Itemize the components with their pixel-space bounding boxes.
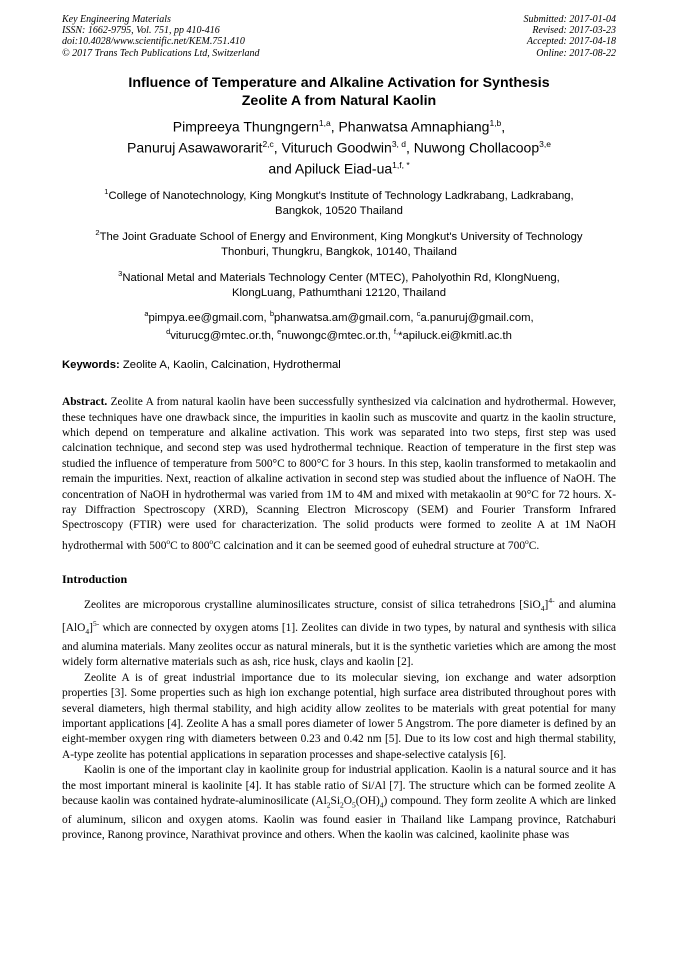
abstract-label: Abstract. <box>62 396 108 409</box>
affiliation-text: College of Nanotechnology, King Mongkut's Institute of Technology Ladkrabang, Ladkrabang, <box>108 190 574 203</box>
accepted-date: Accepted: 2017-04-18 <box>526 36 616 48</box>
author-sup: 2,c <box>262 138 274 149</box>
affiliation-text: National Metal and Materials Technology Center (MTEC), Paholyothin Rd, KlongNueng, <box>122 271 560 284</box>
email-link[interactable]: phanwatsa.am@gmail.com, <box>274 311 414 324</box>
abstract-text: C calcination and it can be seemed good of euhedral structure at 700 <box>213 539 526 552</box>
intro-paragraph-1 <box>62 593 616 671</box>
affiliation-text: The Joint Graduate School of Energy and Environment, King Mongkut's University of Technology <box>99 230 583 243</box>
subscript: 5 <box>352 800 356 810</box>
online-date: Online: 2017-08-22 <box>536 47 616 59</box>
affiliation-marker: 2 <box>95 228 100 238</box>
affiliation-2 <box>62 225 616 260</box>
email-link[interactable]: viturucg@mtec.or.th, <box>170 329 275 342</box>
author-name: Apiluck Eiad-ua <box>294 160 393 177</box>
paper-page <box>62 14 616 844</box>
running-header <box>62 14 616 59</box>
affiliation-1 <box>62 184 616 219</box>
email-marker: a <box>144 308 149 318</box>
revised-date: Revised: 2017-03-23 <box>532 25 616 37</box>
intro-paragraph-3 <box>62 763 616 843</box>
email-link[interactable]: pimpya.ee@gmail.com, <box>148 311 267 324</box>
copyright: © 2017 Trans Tech Publications Ltd, Switzerland <box>62 47 260 59</box>
email-link[interactable]: nuwongc@mtec.or.th, <box>281 329 391 342</box>
subscript: 4 <box>85 627 90 637</box>
affiliation-marker: 1 <box>104 187 109 197</box>
abstract <box>62 395 616 554</box>
keywords-text: Zeolite A, Kaolin, Calcination, Hydrothermal <box>122 359 341 372</box>
affiliation-text: Thonburi, Thungkru, Bangkok, 10140, Thailand <box>221 245 457 258</box>
subscript: 2 <box>340 800 344 810</box>
header-left <box>62 14 260 59</box>
superscript: 4- <box>548 595 555 605</box>
abstract-text: C. <box>528 539 540 552</box>
paragraph-text: Si <box>330 795 341 807</box>
author-sup: 1,b <box>489 117 502 128</box>
header-right <box>524 14 617 59</box>
author-name: Phanwatsa Amnaphiang <box>338 118 490 135</box>
abstract-text: C to 800 <box>170 539 210 552</box>
affiliation-text: KlongLuang, Pathumthani 12120, Thailand <box>232 286 446 299</box>
affiliation-3 <box>62 266 616 301</box>
paragraph-text: ] <box>89 622 93 635</box>
keywords <box>62 358 616 373</box>
email-link[interactable]: *apiluck.ei@kmitl.ac.th <box>398 329 512 342</box>
author-name: Pimpreeya Thungngern <box>172 118 319 135</box>
email-marker: d <box>166 326 171 336</box>
author-sup: 1,f, * <box>392 160 410 171</box>
email-marker: b <box>269 308 275 318</box>
paragraph-text: Zeolites are microporous crystalline aluminosilicates structure, consist of silica tetrahedrons [SiO <box>84 598 541 611</box>
keywords-label: Keywords: <box>62 359 120 372</box>
paragraph-text: and alumina [AlO <box>62 598 616 635</box>
email-marker: f, <box>393 326 399 336</box>
intro-paragraph-2: Zeolite A is of great industrial importance due to its molecular sieving, ion exchange and water adsorption properties [3]. Some properties such as high ion exchange potential, high surface area distributed throughout pores with several diameters, high thermal stability, and high acidity allow zeolites to be materials with great potential for many important applications [4]. Zeolite A has a small pores diameter of lower 5 Angstrom. The pore diameter is defined by an eight-member oxygen ring with diameters between 0.23 and 0.42 nm [5]. Due to its low cost and high thermal stability, A-type zeolite has potential applications in separation processes and shape-selective catalysis [6]. <box>62 671 616 761</box>
author-name: Panuruj Asawaworarit <box>127 139 263 156</box>
subscript: 2 <box>326 800 331 810</box>
title-line-2: Zeolite A from Natural Kaolin <box>241 92 437 109</box>
paragraph-text: (OH) <box>355 795 380 807</box>
author-name: Nuwong Chollacoop <box>413 139 540 156</box>
paragraph-text: which are connected by oxygen atoms [1]. Zeolites can divide in two types, by natural and synthesis with silica and alumina materials. Many zeolites occur as natural minerals, but it is the synthetic varieties which are among the most widely form alternative materials such as ash, rice husk, clays and kaolin [2]. <box>62 622 616 669</box>
subscript: 4 <box>379 800 384 810</box>
degree-mark: o <box>525 536 529 546</box>
doi: doi:10.4028/www.scientific.net/KEM.751.410 <box>62 36 245 48</box>
author-conjunction: and <box>268 160 292 177</box>
paragraph-text: ] <box>544 598 549 611</box>
degree-mark: o <box>209 536 214 546</box>
paper-title <box>62 74 616 110</box>
author-emails <box>62 307 616 344</box>
authors-line-2: Panuruj Asawaworarit$^{2,c}$, Vituruch Goodwin$^{3, d}$, Nuwong Chollacoop$^{3,e}$ <box>127 138 551 156</box>
subscript: 4 <box>540 604 545 614</box>
degree-mark: o <box>166 536 171 546</box>
email-marker: c <box>416 308 421 318</box>
affiliation-marker: 3 <box>118 268 123 278</box>
paragraph-text: O <box>343 795 352 807</box>
section-heading-introduction: Introduction <box>62 571 128 586</box>
author-sup: 3, d <box>391 138 407 149</box>
email-marker: e <box>277 326 282 336</box>
journal-name: Key Engineering Materials <box>62 14 171 25</box>
abstract-text: Zeolite A from natural kaolin have been successfully synthesized via calcination and hydrothermal. However, these techniques have one drawback since, the impurities in kaolin such as muscovite and quartz in the kaolin structure, which depend on temperature and alkaline activation. This work was separated into two steps, first step was used calcination technique, and second step was used hydrothermal technique. Reaction of temperature in the first step was studied the influence of temperature from 500°C to 800°C for 3 hours. In this step, kaolin transformed to metakaolin and remain the impurities. Next, reaction of alkaline activation in second step was studied about the influence of NaOH. The concentration of NaOH in hydrothermal was varied from 1M to 4M and mixed with metakaolin at 90°C for 72 hours. X-ray Diffraction Spectroscopy (XRD), Scanning Electron Microscopy (SEM) and Fourier Transform Infrared Spectroscopy (FTIR) were used for characterization. The solid products were formed to zeolite A at 1M NaOH hydrothermal with 500 <box>62 396 616 552</box>
paragraph-text: Kaolin is one of the important clay in kaolinite group for industrial application. Kaolin is a natural source and it has the most important mineral is kaolinite [4]. It has stable ratio of Si/Al [7]. The structure which can be formed zeolite A because kaolin was contained hydrate-aluminosilicate (Al <box>62 764 616 807</box>
superscript: 5- <box>92 619 100 629</box>
author-list <box>62 115 616 178</box>
title-line-1: Influence of Temperature and Alkaline Activation for Synthesis <box>128 74 550 91</box>
author-sup: 1,a <box>318 117 331 128</box>
author-name: Vituruch Goodwin <box>281 139 392 156</box>
authors-line-3 <box>62 157 616 178</box>
paragraph-text: ) compound. They form zeolite A which are linked of aluminum, silicon and oxygen atoms. Kaolin was found easier in Thailand like Lampang province, Ratchaburi province, Ranong province, Narathivat province and others. When the kaolin was calcined, kaolinite phase was <box>62 795 616 842</box>
affiliation-text: Bangkok, 10520 Thailand <box>275 205 403 218</box>
author-sup: 3,e <box>539 138 551 149</box>
email-link[interactable]: a.panuruj@gmail.com, <box>420 311 534 324</box>
submitted-date: Submitted: 2017-01-04 <box>523 14 616 25</box>
issn: ISSN: 1662-9795, Vol. 751, pp 410-416 <box>62 25 220 37</box>
authors-line-1: Pimpreeya Thungngern$^{1,a}$, Phanwatsa Amnaphiang$^{1,b}$, <box>172 117 506 135</box>
